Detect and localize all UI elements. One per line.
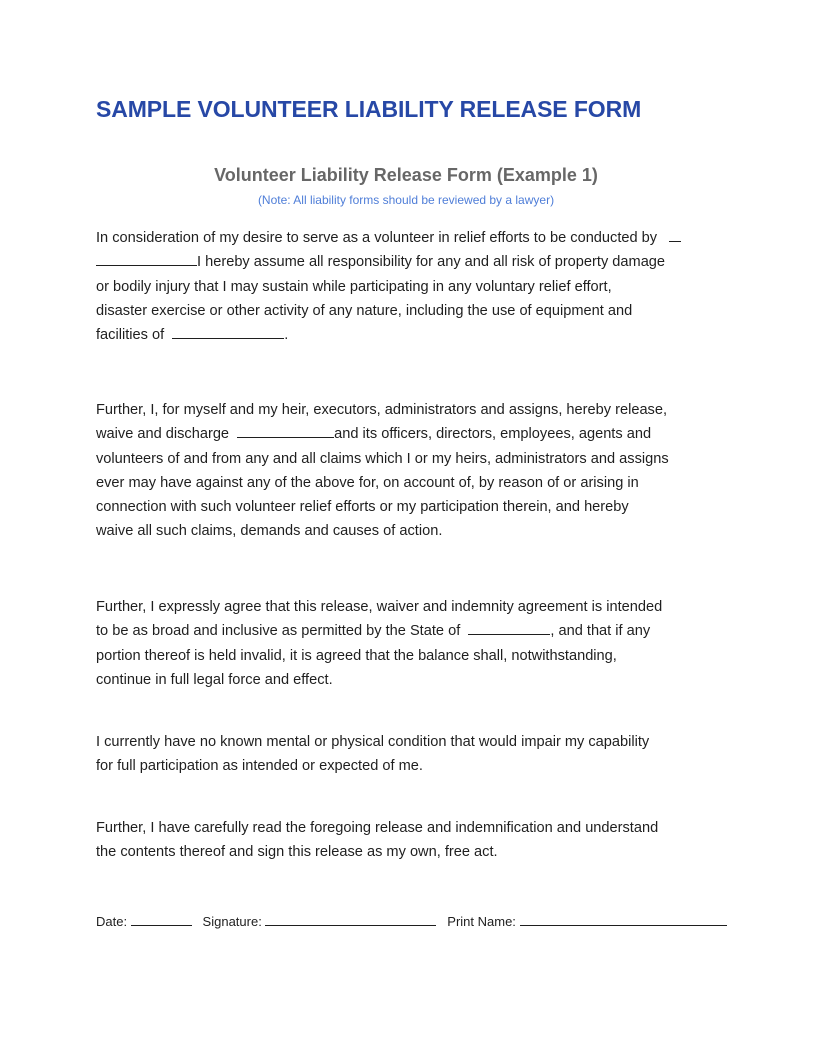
paragraph-line: I hereby assume all responsibility for any and all risk of property damage [96,250,736,274]
paragraph-line: waive and discharge and its officers, directors, employees, agents and [96,422,736,446]
acknowledgement-paragraph [96,816,736,865]
consideration-paragraph [96,226,736,347]
release-paragraph [96,398,736,544]
date-field[interactable] [131,913,192,926]
organization-blank[interactable] [96,251,197,266]
indemnity-paragraph [96,595,736,692]
paragraph-line: disaster exercise or other activity of any nature, including the use of equipment and [96,302,633,319]
paragraph-line: Further, I, for myself and my heir, executors, administrators and assigns, hereby release, [96,402,668,418]
paragraph-line: facilities of . [96,323,736,347]
paragraph-line: to be as broad and inclusive as permitted by the State of , and that if any [96,619,736,643]
state-blank[interactable] [468,620,550,635]
paragraph-line: Further, I have carefully read the foregoing release and indemnification and understand [96,820,659,836]
date-label: Date: [96,914,128,929]
print-name-label: Print Name: [447,914,516,929]
lawyer-review-note: (Note: All liability forms should be reviewed by a lawyer) [257,193,555,207]
paragraph-line: ever may have against any of the above for, on account of, by reason of or arising in [96,474,639,491]
paragraph-line: In consideration of my desire to serve as a volunteer in relief efforts to be conducted by [96,226,736,250]
facilities-blank[interactable] [172,324,284,339]
print-name-field[interactable] [520,913,727,926]
condition-paragraph [96,730,736,779]
paragraph-line: I currently have no known mental or physical condition that would impair my capability [96,734,650,750]
paragraph-line: Further, I expressly agree that this release, waiver and indemnity agreement is intended [96,599,663,615]
paragraph-line: volunteers of and from any and all claims which I or my heirs, administrators and assigns [96,450,669,467]
signature-field[interactable] [265,913,436,926]
paragraph-line: portion thereof is held invalid, it is agreed that the balance shall, notwithstanding, [96,647,617,664]
paragraph-line: waive all such claims, demands and causes of action. [96,523,443,540]
organization-blank-start[interactable] [669,227,681,242]
signature-row [96,913,736,931]
paragraph-line: the contents thereof and sign this release as my own, free act. [96,844,498,861]
form-subtitle: Volunteer Liability Release Form (Example 1) [214,165,598,185]
paragraph-line: for full participation as intended or expected of me. [96,758,423,775]
signature-label: Signature: [202,914,262,929]
document-title: SAMPLE VOLUNTEER LIABILITY RELEASE FORM [96,96,642,122]
discharge-blank[interactable] [237,423,334,438]
paragraph-line: connection with such volunteer relief efforts or my participation therein, and hereby [96,499,629,516]
paragraph-line: or bodily injury that I may sustain while participating in any voluntary relief effort, [96,278,612,295]
paragraph-line: continue in full legal force and effect. [96,671,333,688]
